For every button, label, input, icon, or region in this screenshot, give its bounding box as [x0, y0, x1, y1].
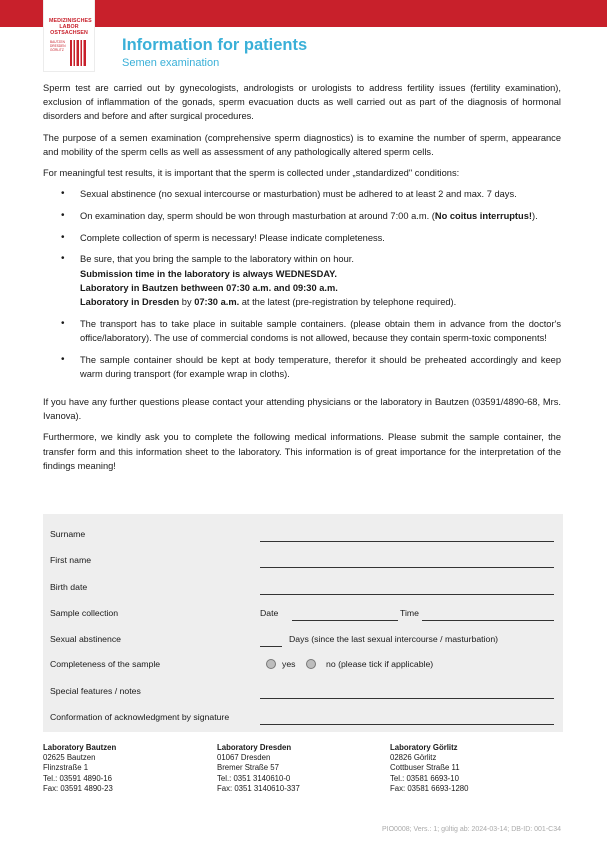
signature-field[interactable] [260, 712, 554, 725]
paragraph-request: Furthermore, we kindly ask you to complete the following medical informations. Please submit the sample container, the transfer form and this information sheet to the laboratory. This information is of great importance for the interpretation of the findings meaning! [43, 432, 561, 471]
completeness-label: Completeness of the sample [50, 659, 161, 669]
list-item: • On examination day, sperm should be won through masturbation at around 7:00 a.m. (No coitus interruptus!). [43, 209, 561, 223]
surname-field[interactable] [260, 529, 554, 542]
logo-bars-icon [52, 40, 88, 66]
lab-address-dresden: Laboratory Dresden 01067 Dresden Bremer Straße 57 Tel.: 0351 3140610-0 Fax: 0351 3140610-337 [217, 743, 300, 793]
time-label: Time [400, 608, 419, 618]
lab-logo [43, 0, 95, 72]
abstinence-days-field[interactable] [260, 634, 282, 647]
birth-date-label: Birth date [50, 582, 88, 592]
patient-form [43, 514, 563, 732]
list-item: • Be sure, that you bring the sample to the laboratory within on hour. Submission time in the laboratory is always WEDNESDAY. Laboratory in Bautzen bethween 07:30 a.m. and 09:30 a.m. Laboratory in Dresden by 07:30 a.m. at the latest (pre-registration by telephone required). [43, 252, 561, 309]
date-label: Date [260, 608, 279, 618]
form-row-birth-date [50, 582, 556, 596]
paragraph-conditions: For meaningful test results, it is important that the sperm is collected under „standardized" conditions: [43, 168, 460, 179]
lab-address-goerlitz: Laboratory Görlitz 02826 Görlitz Cottbuser Straße 11 Tel.: 03581 6693-10 Fax: 03581 6693-1280 [390, 743, 469, 793]
form-row-first-name [50, 555, 556, 569]
logo-cities: BAUTZEN DRESDEN GÖRLITZ [50, 40, 66, 52]
document-id: PIO0008; Vers.: 1; gültig ab: 2024-03-14; DB-ID: 001-C34 [382, 826, 561, 833]
form-row-abstinence [50, 634, 556, 648]
birth-date-field[interactable] [260, 582, 554, 595]
paragraph-contact: If you have any further questions please contact your attending physicians or the laboratory in Bautzen (03591/4890-68, Mrs. Ivanova). [43, 396, 561, 422]
surname-label: Surname [50, 529, 86, 539]
list-item: • Complete collection of sperm is necessary! Please indicate completeness. [43, 231, 561, 245]
list-item: • Sexual abstinence (no sexual intercourse or masturbation) must be adhered to at least 2 and max. 7 days. [43, 187, 561, 201]
radio-no-icon[interactable] [306, 659, 316, 669]
body-text [43, 81, 561, 480]
list-item: • The sample container should be kept at body temperature, therefor it should be preheated accordingly and keep warm during transport (for example wrap in cloths). [43, 353, 561, 381]
time-field[interactable] [422, 608, 554, 621]
form-row-completeness [50, 659, 556, 673]
sample-collection-label: Sample collection [50, 608, 119, 618]
special-features-label: Special features / notes [50, 686, 141, 696]
signature-label: Conformation of acknowledgment by signature [50, 712, 230, 722]
first-name-label: First name [50, 555, 92, 565]
date-field[interactable] [292, 608, 398, 621]
completeness-no-option[interactable]: no (please tick if applicable) [306, 659, 433, 669]
form-row-sample-collection [50, 608, 556, 622]
paragraph-purpose: The purpose of a semen examination (comprehensive sperm diagnostics) is to examine the number of sperm, appearance and mobility of the sperm cells as well as assessment of any pathologically altered sperm cells. [43, 132, 561, 157]
special-features-field[interactable] [260, 686, 554, 699]
form-row-surname [50, 529, 556, 543]
abstinence-label: Sexual abstinence [50, 634, 121, 644]
page-subtitle: Semen examination [122, 57, 220, 69]
radio-yes-icon[interactable] [266, 659, 276, 669]
form-row-special [50, 686, 556, 700]
first-name-field[interactable] [260, 555, 554, 568]
form-row-signature [50, 712, 556, 726]
list-item: • The transport has to take place in suitable sample containers. (please obtain them in advance from the doctor's office/laboratory). The use of commercial condoms is not allowed, because they contain sperm-toxic components! [43, 317, 561, 345]
paragraph-intro: Sperm test are carried out by gynecologists, andrologists or urologists to address fertility issues (fertility examination), exclusion of inflammation of the gonads, sperm evacuation ducts as well carried out as part of the diagnosis of hormonal disorders and before and after surgical procedures. [43, 83, 561, 122]
completeness-yes-option[interactable]: yes [266, 659, 296, 669]
page-title: Information for patients [122, 36, 308, 54]
lab-address-bautzen: Laboratory Bautzen 02625 Bautzen Flinzstraße 1 Tel.: 03591 4890-16 Fax: 03591 4890-23 [43, 743, 117, 793]
logo-text: MEDIZINISCHES LABOR OSTSACHSEN [49, 18, 92, 36]
abstinence-days-label: Days (since the last sexual intercourse / masturbation) [289, 634, 499, 644]
conditions-list [43, 187, 561, 381]
